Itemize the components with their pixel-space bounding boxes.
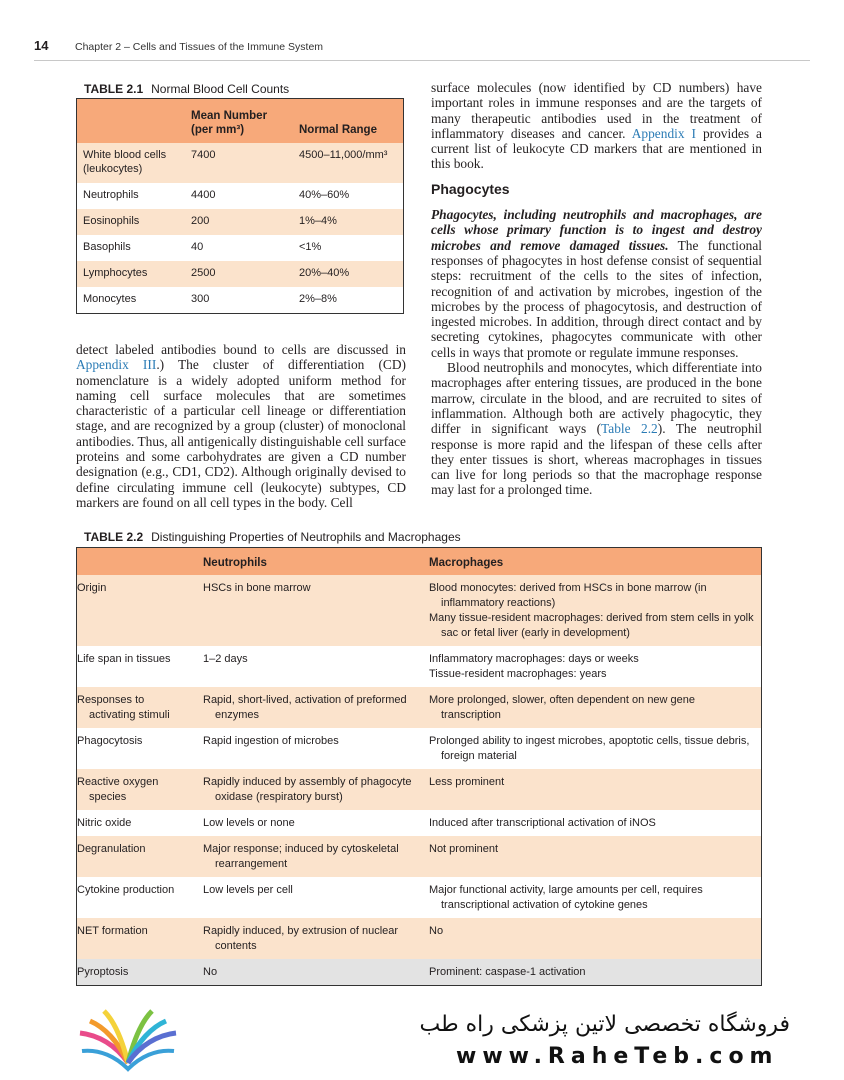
table2-cell-line: Rapid, short-lived, activation of preformed enzymes bbox=[203, 694, 407, 721]
table2-cell-neutrophils bbox=[197, 687, 423, 728]
table1-cell-range: <1% bbox=[299, 241, 322, 253]
running-header bbox=[34, 38, 810, 61]
table2-cell-macrophages bbox=[423, 918, 762, 959]
table1-cell-mean: 200 bbox=[185, 209, 293, 235]
table2-cell-property: Phagocytosis bbox=[77, 735, 143, 747]
table1-label: TABLE 2.1 bbox=[84, 82, 144, 96]
table1-row bbox=[77, 209, 404, 235]
book-logo-icon bbox=[78, 1005, 178, 1075]
table2-cell-property: Origin bbox=[77, 575, 198, 646]
phagocytes-paragraph: Phagocytes, including neutrophils and macrophages, are cells whose primary function is to ingest and destroy microbes and remove damaged tissues. The functional responses of phagocytes in host defense consist of sequential steps: recruitment of the cells to the sites of infection, recognition of and activation by microbes, ingestion of the microbes by the process of phagocytosis, and destruction of ingested microbes. In addition, through direct contact and by secreting cytokines, phagocytes communicate with other cells in ways that promote or regulate immune responses. bbox=[431, 207, 762, 360]
table2-cell-macrophages bbox=[423, 575, 762, 646]
table1-row bbox=[77, 235, 404, 261]
table2-cell-line: Rapidly induced by assembly of phagocyte oxidase (respiratory burst) bbox=[203, 776, 412, 803]
chapter-title: Chapter 2 – Cells and Tissues of the Immune System bbox=[75, 41, 324, 53]
table2-cell-line: Rapidly induced, by extrusion of nuclear contents bbox=[203, 925, 399, 952]
table2-cell-line: 1–2 days bbox=[203, 653, 248, 665]
table2-cell-property: Reactive oxygen species bbox=[77, 769, 198, 810]
table1-header-mean: Mean Number (per mm³) bbox=[185, 99, 293, 144]
table2-title: Distinguishing Properties of Neutrophils and Macrophages bbox=[151, 530, 461, 544]
table2-cell-line: Prominent: caspase-1 activation bbox=[429, 966, 586, 978]
table1-cell-name: Neutrophils bbox=[83, 189, 139, 201]
table2-row bbox=[77, 575, 762, 646]
table2-cell-line: Induced after transcriptional activation of iNOS bbox=[429, 817, 656, 829]
table1-header-blank bbox=[77, 99, 186, 144]
table2-cell-neutrophils bbox=[197, 959, 423, 986]
table1-cell-mean: 2500 bbox=[185, 261, 293, 287]
table2-cell-property: Degranulation bbox=[77, 836, 198, 877]
table2-cell-property: Pyroptosis bbox=[77, 959, 198, 986]
table2-cell-line: Many tissue-resident macrophages: derived from stem cells in yolk sac or fetal liver (early in development) bbox=[429, 612, 754, 639]
table-neutrophils-macrophages bbox=[76, 547, 762, 986]
table2-label: TABLE 2.2 bbox=[84, 530, 144, 544]
table2-cell-macrophages bbox=[423, 769, 762, 810]
appendix-iii-link[interactable]: Appendix III bbox=[76, 357, 157, 373]
table2-cell-line: No bbox=[203, 966, 218, 978]
table2-header-row bbox=[77, 548, 762, 576]
table1-cell-mean: 4400 bbox=[191, 189, 216, 201]
table2-cell-neutrophils bbox=[197, 877, 423, 918]
table2-cell-line: Prolonged ability to ingest microbes, apoptotic cells, tissue debris, foreign material bbox=[429, 735, 750, 762]
table2-cell-line: Less prominent bbox=[429, 776, 505, 788]
table1-cell-range: 4500–11,000/mm³ bbox=[293, 143, 404, 183]
table1-row bbox=[77, 143, 404, 183]
table2-cell-line: No bbox=[429, 925, 444, 937]
table2-cell-neutrophils bbox=[197, 728, 423, 769]
table2-cell-line: Low levels per cell bbox=[203, 884, 293, 896]
table2-cell-line: Major functional activity, large amounts per cell, requires transcriptional activation of cytokine genes bbox=[429, 884, 703, 911]
table2-row bbox=[77, 687, 762, 728]
table1-row bbox=[77, 183, 404, 209]
table2-cell-property: NET formation bbox=[77, 918, 198, 959]
website-url[interactable]: www.RaheTeb.com bbox=[456, 1044, 779, 1069]
table2-cell-line: Not prominent bbox=[429, 843, 499, 855]
table2-cell-neutrophils bbox=[197, 836, 423, 877]
table2-row bbox=[77, 728, 762, 769]
table2-row bbox=[77, 810, 762, 836]
table-blood-cell-counts bbox=[76, 98, 404, 314]
table2-cell-neutrophils bbox=[197, 918, 423, 959]
shop-name: فروشگاه تخصصی لاتین پزشکی راه طب bbox=[419, 1012, 790, 1037]
table2-cell-line: Low levels or none bbox=[203, 817, 295, 829]
table1-title: Normal Blood Cell Counts bbox=[151, 82, 290, 96]
cd-paragraph: detect labeled antibodies bound to cells are discussed in Appendix III.) The cluster of differentiation (CD) nomenclature is a widely adopted uniform method for naming cell surface molecules that are sometimes characteristic of a particular cell lineage or differentiation stage, and are recognized by a group (cluster) of monoclonal antibodies. Thus, all antigenically distinguishable cell surface proteins and some carbohydrates are given a CD number designation (e.g., CD1, CD2). Although originally devised to define circulating immune cell (leukocyte) subtypes, CD markers are found on all cell types in the body. Cell bbox=[76, 342, 406, 510]
table2-cell-neutrophils bbox=[197, 810, 423, 836]
table1-row bbox=[77, 261, 404, 287]
appendix-i-link[interactable]: Appendix I bbox=[631, 125, 696, 141]
neutrophils-paragraph: Blood neutrophils and monocytes, which differentiate into macrophages after entering tissues, are produced in the bone marrow, circulate in the blood, and are recruited to sites of inflammation. Although both are actively phagocytic, they differ in significant ways (Table 2.2). The neutrophil response is more rapid and the lifespan of these cells after they enter tissues is short, whereas macrophages in tissues can live for long periods so that the macrophage response may last for a prolonged time. bbox=[431, 360, 762, 498]
table2-cell-line: Blood monocytes: derived from HSCs in bone marrow (in inflammatory reactions) bbox=[429, 582, 707, 609]
table-2-2-link[interactable]: Table 2.2 bbox=[601, 421, 658, 437]
table1-cell-range: 2%–8% bbox=[299, 293, 337, 305]
section-heading: Phagocytes bbox=[431, 180, 510, 197]
table1-cell-range: 20%–40% bbox=[293, 261, 404, 287]
table2-cell-line: More prolonged, slower, often dependent on new gene transcription bbox=[429, 694, 696, 721]
table2-cell-macrophages bbox=[423, 728, 762, 769]
table1-header-row bbox=[77, 99, 404, 144]
table1-cell-range: 1%–4% bbox=[293, 209, 404, 235]
table2-row bbox=[77, 959, 762, 986]
table1-cell-mean: 7400 bbox=[185, 143, 293, 183]
table2-header-neutrophils: Neutrophils bbox=[197, 548, 423, 576]
table2-row bbox=[77, 646, 762, 687]
table1-cell-name: White blood cells (leukocytes) bbox=[77, 143, 186, 183]
table2-row bbox=[77, 769, 762, 810]
table2-cell-line: Tissue-resident macrophages: years bbox=[429, 668, 607, 680]
left-column-text bbox=[76, 342, 406, 510]
table1-caption bbox=[84, 82, 289, 96]
table1-cell-name: Monocytes bbox=[83, 293, 137, 305]
table2-cell-property: Cytokine production bbox=[77, 884, 175, 896]
table1-cell-mean: 40 bbox=[191, 241, 204, 253]
table1-header-range: Normal Range bbox=[293, 99, 404, 144]
table2-cell-property: Responses to activating stimuli bbox=[77, 687, 198, 728]
table2-cell-property: Nitric oxide bbox=[77, 817, 132, 829]
table1-cell-name: Eosinophils bbox=[77, 209, 186, 235]
table2-cell-macrophages bbox=[423, 646, 762, 687]
table2-cell-macrophages bbox=[423, 836, 762, 877]
table2-cell-macrophages bbox=[423, 959, 762, 986]
table2-cell-neutrophils bbox=[197, 575, 423, 646]
table2-cell-line: Major response; induced by cytoskeletal rearrangement bbox=[203, 843, 399, 870]
table1-cell-name: Lymphocytes bbox=[77, 261, 186, 287]
table2-row bbox=[77, 836, 762, 877]
table2-row bbox=[77, 918, 762, 959]
table2-caption bbox=[84, 530, 461, 544]
table2-header-macrophages: Macrophages bbox=[423, 548, 762, 576]
table1-cell-mean: 300 bbox=[191, 293, 210, 305]
table2-cell-line: Rapid ingestion of microbes bbox=[203, 735, 339, 747]
table2-cell-line: HSCs in bone marrow bbox=[203, 582, 311, 594]
table2-cell-macrophages bbox=[423, 877, 762, 918]
table2-cell-line: Inflammatory macrophages: days or weeks bbox=[429, 653, 639, 665]
cd-paragraph-continued: surface molecules (now identified by CD numbers) have important roles in immune responses and are the targets of many therapeutic antibodies used in the treatment of inflammatory diseases and cancer. Appendix I provides a current list of leukocyte CD markers that are mentioned in this book. bbox=[431, 80, 762, 172]
table2-row bbox=[77, 877, 762, 918]
table2-cell-property: Life span in tissues bbox=[77, 653, 171, 665]
table2-header-blank bbox=[77, 548, 198, 576]
table2-cell-neutrophils bbox=[197, 646, 423, 687]
table1-row bbox=[77, 287, 404, 314]
page-number: 14 bbox=[34, 38, 49, 53]
table1-cell-range: 40%–60% bbox=[299, 189, 350, 201]
table2-cell-macrophages bbox=[423, 687, 762, 728]
table2-cell-macrophages bbox=[423, 810, 762, 836]
table1-cell-name: Basophils bbox=[83, 241, 131, 253]
right-column-text bbox=[431, 80, 762, 498]
table2-cell-neutrophils bbox=[197, 769, 423, 810]
